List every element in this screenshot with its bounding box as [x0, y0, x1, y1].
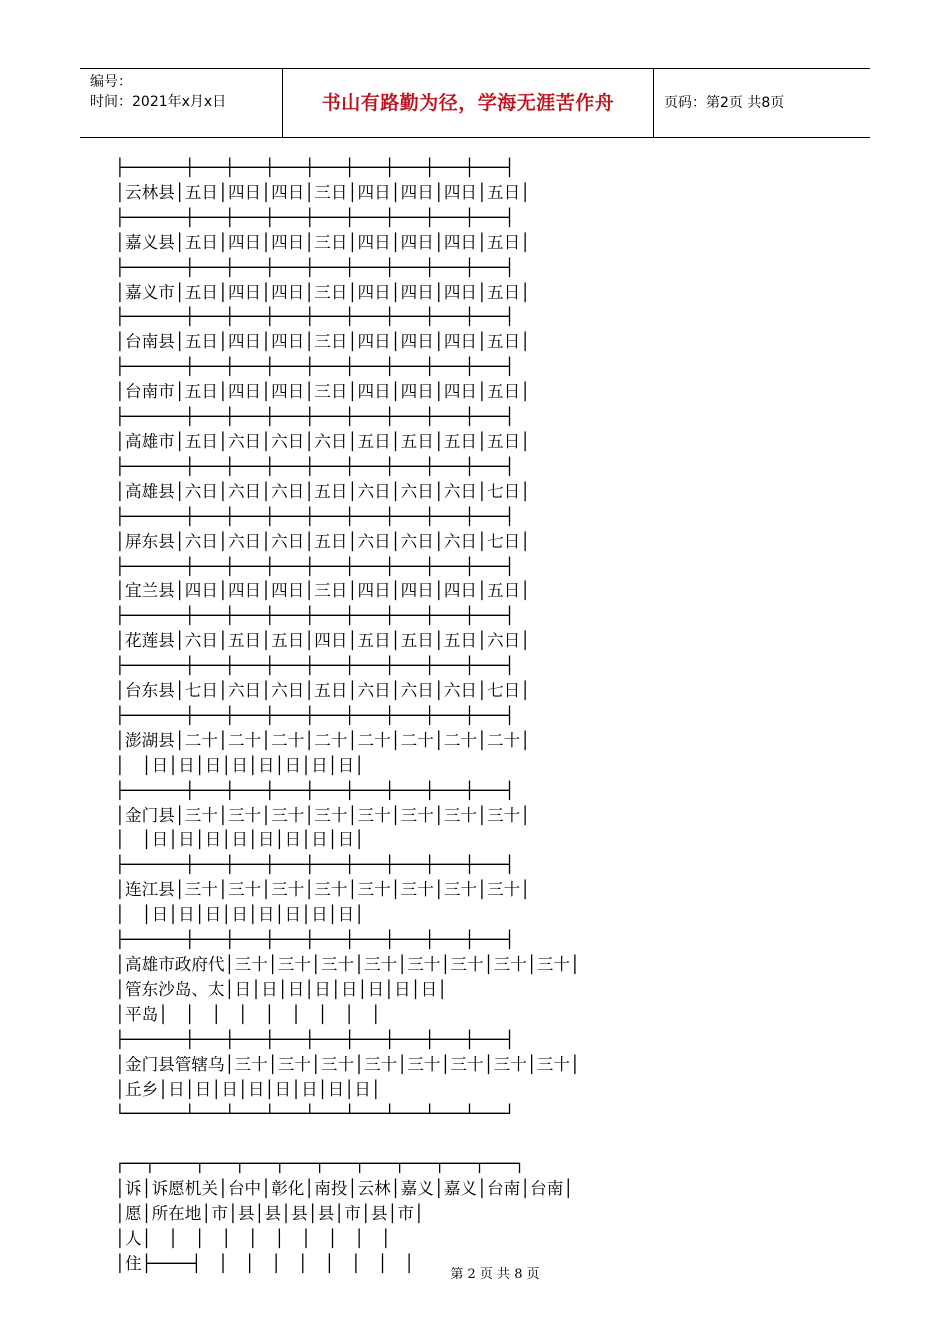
header-motto-cell: [283, 69, 654, 137]
document-time-label: 时间：2021年x月x日: [90, 94, 227, 110]
page-header: [80, 68, 870, 138]
page-footer: 第 2 页 共 8 页: [450, 1267, 540, 1282]
header-motto: 书山有路勤为径，学海无涯苦作舟: [321, 92, 615, 114]
document-number-label: 编号：: [90, 74, 132, 90]
deadline-table: ├──────┼───┼───┼───┼───┼───┼───┼───┼───┤ │云林县│五日│四日│四日│三日│四日│四日│四日│五日│ ├──────┼───┼───┼───┼───┼───┼───┼───┼───┤ │嘉义县│五日│四日│四日│三日│四日│四日│四日│五日│ ├──────┼───┼───┼───┼───┼───┼───┼───┼───┤ │嘉义市│五日│四日│四日│三日│四日│四日│四日│五日│ ├──────┼───┼───┼───┼───┼───┼───┼───┼───┤ │台南县│五日│四日│四日│三日│四日│四日│四日│五日│ ├──────┼───┼───┼───┼───┼───┼───┼───┼───┤ │台南市│五日│四日│四日│三日│四日│四日│四日│五日│ ├──────┼───┼───┼───┼───┼───┼───┼───┼───┤ │高雄市│五日│六日│六日│六日│五日│五日│五日│五日│ ├──────┼───┼───┼───┼───┼───┼───┼───┼───┤ │高雄县│六日│六日│六日│五日│六日│六日│六日│七日│ ├──────┼───┼───┼───┼───┼───┼───┼───┼───┤ │屏东县│六日│六日│六日│五日│六日│六日│六日│七日│ ├──────┼───┼───┼───┼───┼───┼───┼───┼───┤ │宜兰县│四日│四日│四日│三日│四日│四日│四日│五日│ ├──────┼───┼───┼───┼───┼───┼───┼───┼───┤ │花莲县│六日│五日│五日│四日│五日│五日│五日│六日│ ├──────┼───┼───┼───┼───┼───┼───┼───┼───┤ │台东县│七日│六日│六日│五日│六日│六日│六日│七日│ ├──────┼───┼───┼───┼───┼───┼───┼───┼───┤ │澎湖县│二十│二十│二十│二十│二十│二十│二十│二十│ │ │日│日│日│日│日│日│日│日│ ├──────┼───┼───┼───┼───┼───┼───┼───┼───┤ │金门县│三十│三十│三十│三十│三十│三十│三十│三十│ │ │日│日│日│日│日│日│日│日│ ├──────┼───┼───┼───┼───┼───┼───┼───┼───┤ │连江县│三十│三十│三十│三十│三十│三十│三十│三十│ │ │日│日│日│日│日│日│日│日│ ├──────┼───┼───┼───┼───┼───┼───┼───┼───┤ │高雄市政府代│三十│三十│三十│三十│三十│三十│三十│三十│ │管东沙岛、太│日│日│日│日│日│日│日│日│ │平岛│ │ │ │ │ │ │ │ │ ├──────┼───┼───┼───┼───┼───┼───┼───┼───┤ │金门县管辖乌│三十│三十│三十│三十│三十│三十│三十│三十│ │丘乡│日│日│日│日│日│日│日│日│ └──────┴───┴───┴───┴───┴───┴───┴───┴───┘ ┌──┬────┬───┬───┬───┬───┬───┬───┬───┬───┐ │诉│诉愿机关│台中│彰化│南投│云林│嘉义│嘉义│台南│台南│ │愿│所在地│市│县│县│县│县│市│县│市│ │人│ │ │ │ │ │ │ │ │ │ │住├────┤ │ │ │ │ │ │ │ │: [115, 158, 580, 1273]
header-page-number: 页码：第2页 共8页: [664, 95, 785, 111]
header-meta: [80, 69, 283, 137]
header-page-cell: [654, 69, 870, 137]
